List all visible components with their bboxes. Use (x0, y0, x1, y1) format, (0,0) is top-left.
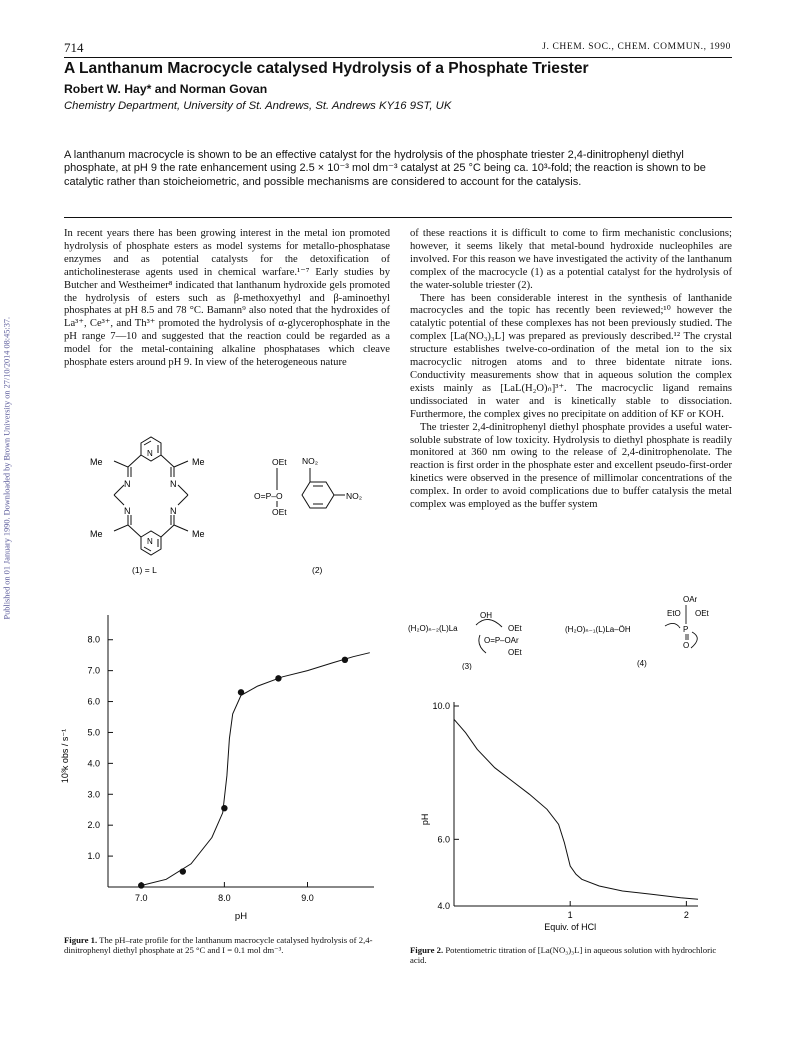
n-label: N (147, 449, 153, 458)
structure-2-triester (250, 455, 380, 575)
y-tick-label: 7.0 (87, 665, 100, 676)
oar-label: –OAr (500, 636, 519, 645)
x-tick-label: 2 (683, 910, 689, 920)
x-axis-label: pH (234, 911, 248, 922)
y-tick-label: 4.0 (437, 901, 450, 911)
n-label: N (147, 537, 153, 546)
figure-2-caption-text: Potentiometric titration of [La(NO₃)₃L] in aqueous solution with hydrochloric acid. (410, 945, 717, 966)
page-number: 714 (64, 40, 84, 55)
y-tick-label: 2.0 (87, 820, 100, 831)
p-label: P (683, 625, 689, 634)
titration-curve (454, 719, 698, 899)
structure-3-label: (3) (462, 662, 472, 670)
x-tick-label: 9.0 (301, 893, 314, 903)
x-tick-label: 8.0 (218, 893, 231, 903)
eto-label: EtO (667, 609, 681, 618)
fit-curve (141, 653, 369, 886)
figure-1-caption-text: The pH–rate profile for the lanthanum macrocycle catalysed hydrolysis of 2,4-dinitrophenyl diethyl phosphate at 25 °C and I = 0.1 mol dm⁻³. (64, 935, 373, 956)
me-label: Me (192, 457, 205, 467)
y-tick-label: 6.0 (87, 696, 100, 707)
body-paragraph: of these reactions it is difficult to come to firm mechanistic conclusions; however, it seems likely that metal-bound hydroxide nucleophiles are involved. For this reason we have investigated the activity of the lanthanum complex of the macrocycle (1) as a potential catalyst for the hydrolysis of the water-soluble triester (2). (410, 228, 732, 291)
y-tick-label: 5.0 (87, 727, 100, 738)
figure-1-caption-label: Figure 1. (64, 935, 98, 945)
body-paragraph: The triester 2,4-dinitrophenyl diethyl phosphate provides a useful water-soluble substrate of low toxicity. Hydrolysis to diethyl phosphate is readily monitored at 360 nm owing to the release of 2,4-dinitrophenolate. The reaction is first order in the phosphate ester and excellent pseudo-first-order kinetics were observed in the presence of millimolar concentrations of the complex. In order to avoid complications due to buffer catalysis the metal complex was employed as the buffer system (410, 421, 732, 511)
data-point (275, 675, 281, 681)
x-tick-label: 1 (567, 910, 573, 920)
phosphate-label: O=P–O (254, 491, 283, 501)
y-axis-label: 10³k obs / s⁻¹ (60, 728, 70, 784)
article-authors: Robert W. Hay* and Norman Govan (64, 82, 268, 96)
download-stamp: Published on 01 January 1990. Downloaded by Brown University on 27/10/2014 08:45:37. (2, 316, 12, 620)
oh-label: OH (480, 611, 492, 620)
op-label: O=P (484, 636, 501, 645)
o-label: O (683, 641, 690, 650)
article-affiliation: Chemistry Department, University of St. Andrews, St. Andrews KY16 9ST, UK (64, 100, 452, 112)
figure-1-chart (56, 605, 386, 925)
left-column (64, 228, 390, 370)
no2-label: NO₂ (346, 491, 363, 501)
y-axis-label: pH (420, 813, 430, 826)
figure-2-chart (408, 690, 708, 940)
structure-3-intermediate (408, 605, 558, 670)
n-label: N (124, 479, 131, 489)
y-tick-label: 8.0 (87, 634, 100, 645)
data-point (180, 868, 186, 874)
body-paragraph: There has been considerable interest in the synthesis of lanthanide macrocycles and the topic has recently been reviewed;¹⁰ however the catalytic potential of these complexes has not been previously studied. The complex [La(NO₃)₃L] was prepared as previously described.¹² The crystal structure establishes twelve-co-ordination of the metal ion to the six macrocyclic nitrogen atoms and to three bidentate nitrate ions. Conductivity measurements show that in aqueous solution the complex exists mainly as [LaL(H₂O)ₙ]³⁺. The macrocyclic ligand remains undissociated in water and is kinetically stable to dissociation. Furthermore, the complex gives no precipitate on addition of KF or KOH. (410, 292, 732, 420)
abstract-rule (64, 217, 732, 218)
me-label: Me (90, 457, 103, 467)
me-label: Me (192, 529, 205, 539)
oet-label: OEt (272, 507, 287, 517)
data-point (238, 689, 244, 695)
structure-4-intermediate (565, 590, 735, 670)
journal-header: J. CHEM. SOC., CHEM. COMMUN., 1990 (542, 42, 731, 52)
no2-label: NO₂ (302, 456, 319, 466)
data-point (138, 882, 144, 888)
la-complex-label: (H₂O)ₙ₋₁(L)La–ÖH (565, 625, 631, 634)
y-tick-label: 1.0 (87, 851, 100, 862)
y-tick-label: 4.0 (87, 758, 100, 769)
x-axis-label: Equiv. of HCl (544, 922, 597, 932)
abstract: A lanthanum macrocycle is shown to be an effective catalyst for the hydrolysis of the phosphate triester 2,4-dinitrophenyl diethyl phosphate, at pH 9 the rate enhancement using 2.5 × 10⁻³ mol dm⁻³ catalyst at 25 °C being ca. 10³-fold; the reaction is shown to be catalytic rather than stoicheiometric, and possible mechanisms are considered to account for the catalysis. (64, 149, 706, 188)
y-tick-label: 10.0 (432, 701, 450, 711)
structure-4-label: (4) (637, 659, 647, 668)
structure-1-label: (1) = L (132, 565, 157, 575)
la-complex-label: (H₂O)ₙ₋₂(L)La (408, 624, 458, 633)
oet-label: OEt (508, 624, 522, 633)
figure-2-caption-label: Figure 2. (410, 945, 444, 955)
y-tick-label: 6.0 (437, 834, 450, 845)
x-tick-label: 7.0 (134, 893, 148, 903)
n-label: N (170, 506, 177, 516)
n-label: N (170, 479, 177, 489)
oet-label: OEt (272, 457, 287, 467)
article-title: A Lanthanum Macrocycle catalysed Hydrolysis of a Phosphate Triester (64, 60, 589, 77)
oet-label: OEt (695, 609, 709, 618)
structure-2-label: (2) (312, 565, 323, 575)
figure-2-caption (410, 945, 732, 966)
oet-label: OEt (508, 648, 522, 657)
oar-label: OAr (683, 595, 698, 604)
data-point (342, 657, 348, 663)
right-column (410, 228, 732, 512)
me-label: Me (90, 529, 103, 539)
header-rule (64, 57, 732, 58)
y-tick-label: 3.0 (87, 789, 100, 800)
data-point (221, 805, 227, 811)
figure-1-caption (64, 935, 390, 956)
body-paragraph: In recent years there has been growing interest in the metal ion promoted hydrolysis of phosphate esters as model systems for metallo-phosphatase enzymes and as potential catalysts for the detoxification of anticholinesterase agents used in chemical warfare.¹⁻⁷ Early studies by Butcher and Westheimer⁸ indicated that lanthanum hydroxide gels promoted the hydrolysis of esters such as β-methoxyethyl and β-aminoethyl phosphates at pH 8.5 and 78 °C. Bamann⁹ also noted that the hydroxides of La³⁺, Ce³⁺, and Th³⁺ promoted the hydrolysis of α-glycerophosphate in the pH range 7—10 and suggested that the reaction could be regarded as a model for the metal-containing alkaline phosphatases which cleave phosphate esters around pH 9. In view of the heterogeneous nature (64, 228, 390, 369)
n-label: N (124, 506, 131, 516)
structure-1-macrocycle (80, 425, 230, 575)
